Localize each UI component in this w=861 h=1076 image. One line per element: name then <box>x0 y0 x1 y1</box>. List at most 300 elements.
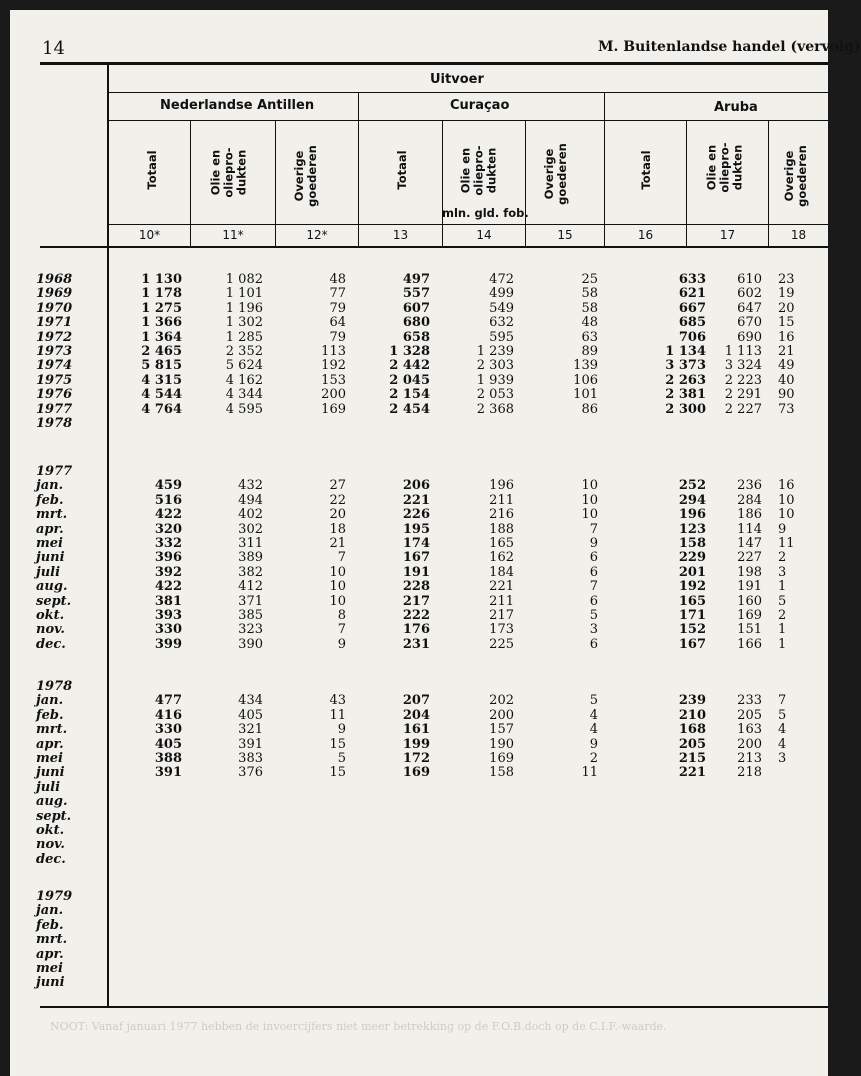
table-cell: 173 <box>489 622 514 638</box>
row-label: apr. <box>36 946 64 962</box>
table-cell: 5 815 <box>141 358 182 374</box>
table-cell: 9 <box>337 636 346 652</box>
table-cell: 389 <box>238 550 263 566</box>
table-cell: 607 <box>402 300 430 316</box>
column-header-olie: Olie en oliepro- dukten <box>704 142 745 193</box>
table-row <box>10 417 828 431</box>
table-cell: 196 <box>678 507 706 523</box>
table-cell: 167 <box>678 636 706 652</box>
table-cell: 1 130 <box>141 272 182 287</box>
column-number: 10* <box>138 228 161 242</box>
table-cell: 330 <box>154 722 182 738</box>
table-row <box>10 508 828 522</box>
table-row <box>10 537 828 551</box>
table-cell: 169 <box>402 765 430 781</box>
table-cell: 192 <box>321 358 346 374</box>
table-cell: 152 <box>678 622 706 638</box>
table-cell: 79 <box>329 329 346 345</box>
row-label: mei <box>36 536 63 551</box>
column-header-overige: Overige goederen <box>542 143 569 205</box>
table-cell: 213 <box>737 751 762 766</box>
table-cell: 236 <box>737 478 762 494</box>
table-cell: 412 <box>238 579 263 595</box>
table-cell: 163 <box>737 722 762 738</box>
table-cell: 10 <box>581 507 598 523</box>
table-cell: 1 <box>778 636 787 652</box>
table-cell: 10 <box>581 478 598 494</box>
table-row <box>10 919 828 933</box>
row-label: 1968 <box>36 272 73 287</box>
unit-rule <box>108 224 828 225</box>
table-cell: 1 328 <box>389 344 430 359</box>
row-label: apr. <box>36 736 64 752</box>
table-cell: 23 <box>778 272 795 287</box>
table-cell: 1 196 <box>225 300 263 316</box>
table-cell: 58 <box>581 286 598 302</box>
table-cell: 205 <box>678 736 706 752</box>
table-row <box>10 345 828 359</box>
table-cell: 422 <box>154 579 182 595</box>
table-cell: 188 <box>489 521 514 537</box>
table-cell: 1 101 <box>225 286 263 302</box>
table-cell: 221 <box>402 492 430 508</box>
table-cell: 114 <box>737 521 762 537</box>
row-label: 1977 <box>36 401 73 417</box>
table-cell: 200 <box>489 707 514 723</box>
row-label: dec. <box>36 851 66 867</box>
table-cell: 15 <box>329 736 346 752</box>
table-cell: 667 <box>678 300 706 316</box>
table-cell: 4 764 <box>141 401 182 417</box>
table-cell: 321 <box>238 722 263 738</box>
table-cell: 64 <box>329 315 346 331</box>
table-cell: 191 <box>402 564 430 580</box>
table-row <box>10 638 828 652</box>
table-cell: 1 <box>778 622 787 638</box>
table-cell: 4 344 <box>225 387 263 403</box>
table-cell: 4 315 <box>141 372 182 388</box>
table-cell: 320 <box>154 521 182 537</box>
table-cell: 402 <box>238 507 263 523</box>
row-label: sept. <box>36 808 72 824</box>
table-cell: 20 <box>778 300 795 316</box>
table-row <box>10 388 828 402</box>
table-cell: 399 <box>154 636 182 652</box>
table-cell: 4 544 <box>141 387 182 403</box>
table-cell: 549 <box>489 300 514 316</box>
table-cell: 221 <box>489 579 514 595</box>
table-cell: 10 <box>581 492 598 508</box>
table-cell: 6 <box>589 593 598 609</box>
table-cell: 2 454 <box>389 401 430 417</box>
table-cell: 221 <box>678 765 706 781</box>
table-cell: 222 <box>402 608 430 623</box>
row-label: mrt. <box>36 507 68 523</box>
table-cell: 1 364 <box>141 329 182 345</box>
group-divider-1 <box>358 93 359 246</box>
group-header-nederlandse-antillen: Nederlandse Antillen <box>160 98 315 113</box>
table-cell: 7 <box>589 579 598 595</box>
table-cell: 1 178 <box>141 286 182 302</box>
column-header-olie: Olie en oliepro- dukten <box>208 147 249 198</box>
table-cell: 602 <box>737 286 762 302</box>
table-cell: 434 <box>238 693 263 709</box>
table-row <box>10 316 828 330</box>
table-cell: 217 <box>402 593 430 609</box>
table-cell: 690 <box>737 329 762 345</box>
table-row <box>10 374 828 388</box>
table-cell: 11 <box>581 765 598 781</box>
table-cell: 376 <box>238 765 263 781</box>
table-cell: 1 <box>778 579 787 595</box>
table-cell: 151 <box>737 622 762 638</box>
table-cell: 199 <box>402 736 430 752</box>
table-cell: 633 <box>678 272 706 287</box>
table-cell: 168 <box>678 722 706 738</box>
table-row <box>10 781 828 795</box>
table-cell: 7 <box>589 521 598 537</box>
table-cell: 200 <box>321 387 346 403</box>
table-cell: 9 <box>337 722 346 738</box>
table-cell: 216 <box>489 507 514 523</box>
table-cell: 113 <box>321 344 346 359</box>
col-divider <box>275 120 276 224</box>
group-header-curacao: Curaçao <box>450 98 510 113</box>
table-cell: 191 <box>737 579 762 595</box>
row-label: mei <box>36 961 63 976</box>
table-cell: 2 263 <box>665 372 706 388</box>
row-label: 1977 <box>36 464 73 479</box>
row-label: aug. <box>36 579 68 595</box>
column-header-totaal: Totaal <box>395 150 409 190</box>
table-cell: 20 <box>329 507 346 523</box>
table-cell: 2 227 <box>724 401 762 417</box>
table-row <box>10 752 828 766</box>
table-cell: 383 <box>238 751 263 766</box>
table-cell: 6 <box>589 564 598 580</box>
table-cell: 391 <box>154 765 182 781</box>
table-cell: 294 <box>678 492 706 508</box>
table-cell: 211 <box>489 593 514 609</box>
uitvoer-header: Uitvoer <box>430 72 484 87</box>
table-cell: 215 <box>678 751 706 766</box>
table-cell: 15 <box>778 315 795 331</box>
row-label: dec. <box>36 636 66 652</box>
table-row <box>10 465 828 479</box>
table-cell: 227 <box>737 550 762 566</box>
table-cell: 385 <box>238 608 263 623</box>
table-cell: 239 <box>678 693 706 709</box>
table-cell: 2 053 <box>476 387 514 403</box>
table-cell: 174 <box>402 536 430 551</box>
table-cell: 10 <box>329 579 346 595</box>
row-label: mei <box>36 751 63 766</box>
table-row <box>10 302 828 316</box>
group-header-aruba: Aruba <box>714 100 758 115</box>
table-cell: 302 <box>238 521 263 537</box>
table-cell: 323 <box>238 622 263 638</box>
table-cell: 477 <box>154 693 182 709</box>
table-row <box>10 680 828 694</box>
table-row <box>10 479 828 493</box>
column-header-olie: Olie en oliepro- dukten <box>458 145 499 196</box>
table-cell: 459 <box>154 478 182 494</box>
table-cell: 167 <box>402 550 430 566</box>
table-row <box>10 709 828 723</box>
table-cell: 27 <box>329 478 346 494</box>
table-cell: 2 <box>778 550 787 566</box>
table-cell: 186 <box>737 507 762 523</box>
table-cell: 1 366 <box>141 315 182 331</box>
table-cell: 3 <box>589 622 598 638</box>
top-rule <box>40 62 828 65</box>
table-cell: 1 285 <box>225 329 263 345</box>
row-label: 1972 <box>36 329 73 345</box>
table-cell: 416 <box>154 707 182 723</box>
table-row <box>10 738 828 752</box>
table-row <box>10 853 828 867</box>
row-label: jan. <box>36 478 64 494</box>
row-label: jan. <box>36 693 64 709</box>
table-cell: 21 <box>329 536 346 551</box>
table-cell: 2 <box>778 608 787 623</box>
table-cell: 21 <box>778 344 795 359</box>
table-cell: 670 <box>737 315 762 331</box>
table-cell: 77 <box>329 286 346 302</box>
table-cell: 204 <box>402 707 430 723</box>
row-label: juni <box>36 975 65 991</box>
table-cell: 2 223 <box>724 372 762 388</box>
table-cell: 169 <box>321 401 346 417</box>
row-label: juni <box>36 550 65 566</box>
table-cell: 11 <box>778 536 795 551</box>
col-divider <box>190 120 191 224</box>
table-cell: 595 <box>489 329 514 345</box>
table-cell: 706 <box>678 329 706 345</box>
table-cell: 147 <box>737 536 762 551</box>
table-cell: 557 <box>402 286 430 302</box>
table-cell: 139 <box>573 358 598 374</box>
table-cell: 2 303 <box>476 358 514 374</box>
table-row <box>10 580 828 594</box>
column-number: 13 <box>392 228 409 242</box>
table-cell: 19 <box>778 286 795 302</box>
table-cell: 192 <box>678 579 706 595</box>
row-label: feb. <box>36 492 64 508</box>
table-cell: 162 <box>489 550 514 566</box>
table-cell: 10 <box>329 564 346 580</box>
table-cell: 89 <box>581 344 598 359</box>
row-label: nov. <box>36 837 65 853</box>
table-cell: 332 <box>154 536 182 551</box>
table-cell: 3 <box>778 751 787 766</box>
table-cell: 5 <box>589 693 598 709</box>
table-cell: 422 <box>154 507 182 523</box>
table-cell: 226 <box>402 507 430 523</box>
table-row <box>10 810 828 824</box>
col-divider <box>686 120 687 224</box>
table-cell: 8 <box>337 608 346 623</box>
row-label: juli <box>36 564 61 580</box>
table-row <box>10 403 828 417</box>
table-cell: 391 <box>238 736 263 752</box>
table-row <box>10 890 828 904</box>
table-cell: 202 <box>489 693 514 709</box>
table-cell: 171 <box>678 608 706 623</box>
page-number: 14 <box>42 38 65 59</box>
table-row <box>10 723 828 737</box>
row-label: sept. <box>36 593 72 609</box>
table-cell: 18 <box>329 521 346 537</box>
table-cell: 5 624 <box>225 358 263 374</box>
row-label: 1971 <box>36 315 73 331</box>
table-cell: 396 <box>154 550 182 566</box>
table-cell: 228 <box>402 579 430 595</box>
table-row <box>10 551 828 565</box>
row-label: juli <box>36 779 61 795</box>
column-number: 17 <box>719 228 736 242</box>
row-label: mrt. <box>36 722 68 738</box>
row-label: 1973 <box>36 344 73 359</box>
column-header-totaal: Totaal <box>145 150 159 190</box>
row-label: feb. <box>36 917 64 933</box>
table-cell: 632 <box>489 315 514 331</box>
table-cell: 1 302 <box>225 315 263 331</box>
table-cell: 647 <box>737 300 762 316</box>
bottom-rule <box>40 1006 828 1008</box>
table-cell: 218 <box>737 765 762 781</box>
row-label: 1970 <box>36 300 73 316</box>
table-cell: 210 <box>678 707 706 723</box>
table-cell: 3 373 <box>665 358 706 374</box>
table-cell: 190 <box>489 736 514 752</box>
table-row <box>10 623 828 637</box>
table-cell: 161 <box>402 722 430 738</box>
table-cell: 2 291 <box>724 387 762 403</box>
row-label: aug. <box>36 794 68 810</box>
table-cell: 195 <box>402 521 430 537</box>
table-cell: 5 <box>337 751 346 766</box>
column-number: 11* <box>222 228 244 242</box>
row-label: 1979 <box>36 889 73 904</box>
table-cell: 1 082 <box>225 272 263 287</box>
table-cell: 22 <box>329 492 346 508</box>
row-label: 1978 <box>36 416 73 431</box>
table-cell: 311 <box>238 536 263 551</box>
table-row <box>10 287 828 301</box>
table-row <box>10 962 828 976</box>
table-cell: 7 <box>337 550 346 566</box>
table-row <box>10 331 828 345</box>
table-cell: 11 <box>329 707 346 723</box>
table-cell: 685 <box>678 315 706 331</box>
table-cell: 169 <box>737 608 762 623</box>
table-cell: 382 <box>238 564 263 580</box>
table-cell: 198 <box>737 564 762 580</box>
table-row <box>10 595 828 609</box>
table-cell: 73 <box>778 401 795 417</box>
table-cell: 106 <box>573 372 598 388</box>
table-cell: 610 <box>737 272 762 287</box>
row-label: okt. <box>36 823 65 838</box>
table-row <box>10 523 828 537</box>
table-row <box>10 824 828 838</box>
row-label: 1975 <box>36 372 73 388</box>
table-row <box>10 948 828 962</box>
table-cell: 196 <box>489 478 514 494</box>
table-cell: 43 <box>329 693 346 709</box>
table-cell: 1 939 <box>476 372 514 388</box>
table-cell: 16 <box>778 478 795 494</box>
row-label: 1974 <box>36 358 73 374</box>
table-cell: 169 <box>489 751 514 766</box>
table-cell: 158 <box>489 765 514 781</box>
table-cell: 229 <box>678 550 706 566</box>
table-cell: 2 381 <box>665 387 706 403</box>
table-row <box>10 566 828 580</box>
table-cell: 2 154 <box>389 387 430 403</box>
table-cell: 16 <box>778 329 795 345</box>
table-cell: 79 <box>329 300 346 316</box>
row-label: apr. <box>36 521 64 537</box>
table-cell: 166 <box>737 636 762 652</box>
table-cell: 217 <box>489 608 514 623</box>
table-cell: 123 <box>678 521 706 537</box>
table-cell: 10 <box>778 492 795 508</box>
group-divider-2 <box>604 93 605 246</box>
table-cell: 90 <box>778 387 795 403</box>
table-cell: 233 <box>737 693 762 709</box>
table-cell: 5 <box>778 593 787 609</box>
table-cell: 231 <box>402 636 430 652</box>
table-cell: 201 <box>678 564 706 580</box>
table-cell: 5 <box>778 707 787 723</box>
table-cell: 497 <box>402 272 430 287</box>
table-cell: 153 <box>321 372 346 388</box>
table-cell: 432 <box>238 478 263 494</box>
footnote: NOOT: Vanaf januari 1977 hebben de invoercijfers niet meer betrekking op de F.O.B.doch op de C.I.F.-waarde. <box>50 1020 667 1033</box>
table-cell: 63 <box>581 329 598 345</box>
table-row <box>10 904 828 918</box>
row-label: juni <box>36 765 65 781</box>
table-cell: 390 <box>238 636 263 652</box>
table-cell: 1 239 <box>476 344 514 359</box>
table-cell: 86 <box>581 401 598 417</box>
table-row <box>10 838 828 852</box>
row-label: 1976 <box>36 387 73 403</box>
table-cell: 2 352 <box>225 344 263 359</box>
table-row <box>10 273 828 287</box>
table-cell: 10 <box>778 507 795 523</box>
table-cell: 49 <box>778 358 795 374</box>
table-cell: 392 <box>154 564 182 580</box>
table-cell: 2 045 <box>389 372 430 388</box>
table-cell: 1 275 <box>141 300 182 316</box>
table-row <box>10 694 828 708</box>
table-row <box>10 976 828 990</box>
table-cell: 58 <box>581 300 598 316</box>
table-cell: 207 <box>402 693 430 709</box>
table-cell: 330 <box>154 622 182 638</box>
column-number: 14 <box>476 228 492 242</box>
row-label: feb. <box>36 707 64 723</box>
table-row <box>10 795 828 809</box>
table-cell: 165 <box>489 536 514 551</box>
table-row <box>10 766 828 780</box>
table-cell: 405 <box>154 736 182 752</box>
table-cell: 7 <box>778 693 787 709</box>
column-number: 18 <box>790 228 807 242</box>
